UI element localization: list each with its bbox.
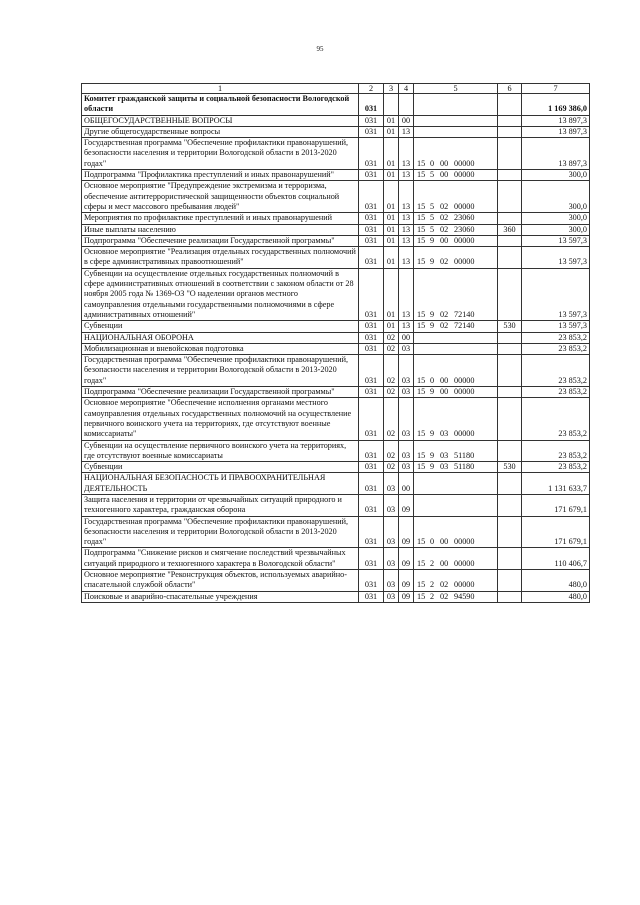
target-article-part: 15 (417, 224, 426, 234)
target-article-part: 15 (417, 462, 426, 472)
row-vedom-code: 031 (359, 462, 384, 473)
table-row (82, 235, 590, 246)
row-expense-type (498, 126, 522, 137)
row-amount: 171 679,1 (522, 516, 590, 548)
table-row (82, 440, 590, 462)
table-row (82, 343, 590, 354)
target-article-part: 2 (430, 591, 435, 601)
row-subsection-code: 09 (399, 570, 414, 592)
row-expense-type (498, 473, 522, 495)
target-article-part: 00000 (454, 387, 475, 397)
row-subsection-code: 00 (399, 115, 414, 126)
row-vedom-code: 031 (359, 516, 384, 548)
row-amount: 13 597,3 (522, 247, 590, 269)
row-amount: 13 597,3 (522, 235, 590, 246)
target-article-part: 00 (440, 558, 449, 568)
row-amount: 300,0 (522, 170, 590, 181)
row-name: Другие общегосударственные вопросы (82, 126, 359, 137)
target-article-part: 23060 (454, 224, 475, 234)
row-amount: 13 897,3 (522, 138, 590, 170)
row-expense-type (498, 387, 522, 398)
table-row (82, 247, 590, 269)
row-expense-type (498, 516, 522, 548)
row-amount: 300,0 (522, 213, 590, 224)
target-article-part: 15 (417, 235, 426, 245)
target-article-part: 9 (430, 235, 435, 245)
table-row (82, 548, 590, 570)
target-article-part: 9 (430, 450, 435, 460)
row-name: НАЦИОНАЛЬНАЯ ОБОРОНА (82, 332, 359, 343)
row-expense-type (498, 355, 522, 387)
row-section-code: 01 (384, 224, 399, 235)
page-number: 95 (316, 45, 324, 53)
row-amount: 23 853,2 (522, 440, 590, 462)
row-vedom-code: 031 (359, 181, 384, 213)
row-vedom-code: 031 (359, 548, 384, 570)
row-section-code: 03 (384, 591, 399, 602)
row-target-article (414, 387, 498, 398)
row-vedom-code: 031 (359, 343, 384, 354)
row-expense-type (498, 170, 522, 181)
target-article-part: 00000 (454, 235, 475, 245)
row-subsection-code: 13 (399, 321, 414, 332)
row-subsection-code: 03 (399, 440, 414, 462)
row-name: Государственная программа "Обеспечение профилактики правонарушений, безопасности населения и территории Вологодской области в 2013-2020 годах" (82, 355, 359, 387)
row-name: Государственная программа "Обеспечение профилактики правонарушений, безопасности населения и территории Вологодской области в 2013-2020 годах" (82, 138, 359, 170)
table-header-row (82, 84, 590, 94)
row-amount: 300,0 (522, 224, 590, 235)
row-subsection-code: 03 (399, 398, 414, 440)
row-section-code: 01 (384, 138, 399, 170)
target-article-part: 03 (440, 462, 449, 472)
row-expense-type (498, 440, 522, 462)
row-amount: 13 597,3 (522, 321, 590, 332)
row-target-article (414, 398, 498, 440)
row-vedom-code: 031 (359, 138, 384, 170)
row-section-code: 03 (384, 516, 399, 548)
row-amount: 1 131 633,7 (522, 473, 590, 495)
row-vedom-code: 031 (359, 115, 384, 126)
row-section-code: 01 (384, 247, 399, 269)
row-target-article (414, 138, 498, 170)
row-expense-type (498, 181, 522, 213)
target-article-part: 02 (440, 580, 449, 590)
target-article-part: 9 (430, 387, 435, 397)
row-subsection-code: 00 (399, 332, 414, 343)
target-article-part: 00 (440, 387, 449, 397)
row-target-article (414, 181, 498, 213)
row-subsection-code: 13 (399, 181, 414, 213)
row-name: Основное мероприятие "Реализация отдельных государственных полномочий в сфере административных правоотношений" (82, 247, 359, 269)
row-name: Основное мероприятие "Обеспечение исполнения органами местного самоуправления отдельных государственных полномочий на осуществление первичного воинского учета на территориях, где отсутствуют военные комиссариаты" (82, 398, 359, 440)
target-article-part: 15 (417, 580, 426, 590)
table-row (82, 332, 590, 343)
table-row (82, 321, 590, 332)
row-expense-type (498, 591, 522, 602)
row-name: Субвенции (82, 321, 359, 332)
row-subsection-code: 13 (399, 170, 414, 181)
row-amount: 13 597,3 (522, 268, 590, 320)
row-amount: 23 853,2 (522, 462, 590, 473)
target-article-part: 02 (440, 201, 449, 211)
row-expense-type: 530 (498, 462, 522, 473)
target-article-part: 9 (430, 257, 435, 267)
target-article-part: 5 (430, 213, 435, 223)
row-target-article (414, 224, 498, 235)
target-article-part: 9 (430, 462, 435, 472)
row-section-code: 01 (384, 235, 399, 246)
row-target-article (414, 170, 498, 181)
table-row (82, 268, 590, 320)
row-expense-type (498, 213, 522, 224)
target-article-part: 15 (417, 375, 426, 385)
header-cell: 2 (359, 84, 384, 94)
row-section-code: 02 (384, 332, 399, 343)
table-row (82, 591, 590, 602)
row-expense-type (498, 94, 522, 116)
row-target-article (414, 213, 498, 224)
row-expense-type (498, 343, 522, 354)
target-article-part: 9 (430, 309, 435, 319)
target-article-part: 51180 (454, 450, 475, 460)
row-expense-type (498, 332, 522, 343)
target-article-part: 15 (417, 387, 426, 397)
row-vedom-code: 031 (359, 94, 384, 116)
header-cell: 5 (414, 84, 498, 94)
row-target-article (414, 126, 498, 137)
row-section-code: 01 (384, 181, 399, 213)
row-section-code: 02 (384, 462, 399, 473)
row-expense-type (498, 268, 522, 320)
row-subsection-code: 09 (399, 591, 414, 602)
row-expense-type (498, 247, 522, 269)
row-name: Основное мероприятие "Предупреждение экстремизма и терроризма, обеспечение антитеррористической защищенности объектов социальной сферы и мест массового пребывания людей" (82, 181, 359, 213)
row-name: Защита населения и территории от чрезвычайных ситуаций природного и техногенного характера, гражданская оборона (82, 494, 359, 516)
target-article-part: 00 (440, 537, 449, 547)
target-article-part: 5 (430, 201, 435, 211)
table-row (82, 494, 590, 516)
row-target-article (414, 115, 498, 126)
row-subsection-code: 13 (399, 247, 414, 269)
row-amount: 1 169 386,0 (522, 94, 590, 116)
table-row (82, 570, 590, 592)
target-article-part: 0 (430, 158, 435, 168)
header-cell: 1 (82, 84, 359, 94)
row-amount: 13 897,3 (522, 126, 590, 137)
target-article-part: 5 (430, 170, 435, 180)
target-article-part: 15 (417, 321, 426, 331)
row-target-article (414, 94, 498, 116)
table-row (82, 170, 590, 181)
target-article-part: 00000 (454, 170, 475, 180)
row-subsection-code: 09 (399, 494, 414, 516)
row-amount: 23 853,2 (522, 355, 590, 387)
target-article-part: 72140 (454, 321, 475, 331)
row-target-article (414, 462, 498, 473)
row-target-article (414, 516, 498, 548)
row-name: Субвенции на осуществление отдельных государственных полномочий в сфере административных отношений в соответствии с законом области от 28 ноября 2005 года № 1369-ОЗ "О наделении органов местного самоуправления отдельными государственными полномочиями в сфере административных отношений" (82, 268, 359, 320)
row-target-article (414, 473, 498, 495)
row-target-article (414, 321, 498, 332)
table-row (82, 224, 590, 235)
row-amount: 480,0 (522, 591, 590, 602)
row-section-code: 02 (384, 387, 399, 398)
target-article-part: 15 (417, 537, 426, 547)
row-name: Субвенции (82, 462, 359, 473)
target-article-part: 00000 (454, 558, 475, 568)
row-vedom-code: 031 (359, 268, 384, 320)
row-name: Подпрограмма "Обеспечение реализации Государственной программы" (82, 387, 359, 398)
row-section-code: 01 (384, 268, 399, 320)
row-expense-type (498, 548, 522, 570)
row-name: Основное мероприятие "Реконструкция объектов, используемых аварийно-спасательной службой области" (82, 570, 359, 592)
row-expense-type (498, 138, 522, 170)
row-expense-type (498, 115, 522, 126)
target-article-part: 00 (440, 170, 449, 180)
target-article-part: 15 (417, 201, 426, 211)
row-vedom-code: 031 (359, 213, 384, 224)
target-article-part: 15 (417, 309, 426, 319)
row-vedom-code: 031 (359, 321, 384, 332)
target-article-part: 5 (430, 224, 435, 234)
target-article-part: 51180 (454, 462, 475, 472)
row-vedom-code: 031 (359, 398, 384, 440)
table-row (82, 398, 590, 440)
table-row (82, 126, 590, 137)
target-article-part: 15 (417, 450, 426, 460)
row-expense-type (498, 398, 522, 440)
row-section-code: 01 (384, 321, 399, 332)
row-target-article (414, 343, 498, 354)
target-article-part: 72140 (454, 309, 475, 319)
table-row (82, 213, 590, 224)
row-amount: 23 853,2 (522, 332, 590, 343)
row-vedom-code: 031 (359, 332, 384, 343)
row-target-article (414, 268, 498, 320)
row-target-article (414, 440, 498, 462)
row-subsection-code: 09 (399, 548, 414, 570)
row-amount: 13 897,3 (522, 115, 590, 126)
row-section-code: 01 (384, 115, 399, 126)
header-cell: 7 (522, 84, 590, 94)
row-vedom-code: 031 (359, 440, 384, 462)
row-vedom-code: 031 (359, 247, 384, 269)
row-vedom-code: 031 (359, 355, 384, 387)
target-article-part: 15 (417, 257, 426, 267)
target-article-part: 02 (440, 309, 449, 319)
target-article-part: 00000 (454, 257, 475, 267)
target-article-part: 9 (430, 429, 435, 439)
target-article-part: 03 (440, 450, 449, 460)
row-name: НАЦИОНАЛЬНАЯ БЕЗОПАСНОСТЬ И ПРАВООХРАНИТЕЛЬНАЯ ДЕЯТЕЛЬНОСТЬ (82, 473, 359, 495)
row-subsection-code: 13 (399, 235, 414, 246)
row-section-code: 03 (384, 473, 399, 495)
row-subsection-code: 03 (399, 343, 414, 354)
row-name: Комитет гражданской защиты и социальной безопасности Вологодской области (82, 94, 359, 116)
target-article-part: 00000 (454, 375, 475, 385)
row-target-article (414, 355, 498, 387)
target-article-part: 15 (417, 170, 426, 180)
row-target-article (414, 494, 498, 516)
target-article-part: 15 (417, 429, 426, 439)
row-name: Мобилизационная и вневойсковая подготовка (82, 343, 359, 354)
row-subsection-code: 09 (399, 516, 414, 548)
row-section-code: 02 (384, 440, 399, 462)
table-row (82, 94, 590, 116)
row-subsection-code (399, 94, 414, 116)
row-section-code: 01 (384, 213, 399, 224)
row-name: Подпрограмма "Обеспечение реализации Государственной программы" (82, 235, 359, 246)
row-section-code: 03 (384, 548, 399, 570)
header-cell: 3 (384, 84, 399, 94)
row-amount: 23 853,2 (522, 343, 590, 354)
row-amount: 480,0 (522, 570, 590, 592)
row-amount: 23 853,2 (522, 398, 590, 440)
header-cell: 4 (399, 84, 414, 94)
row-name: ОБЩЕГОСУДАРСТВЕННЫЕ ВОПРОСЫ (82, 115, 359, 126)
row-subsection-code: 00 (399, 473, 414, 495)
row-subsection-code: 03 (399, 355, 414, 387)
row-subsection-code: 03 (399, 462, 414, 473)
row-target-article (414, 570, 498, 592)
row-target-article (414, 235, 498, 246)
row-target-article (414, 332, 498, 343)
target-article-part: 02 (440, 321, 449, 331)
row-subsection-code: 13 (399, 268, 414, 320)
row-amount: 171 679,1 (522, 494, 590, 516)
row-section-code: 03 (384, 494, 399, 516)
target-article-part: 0 (430, 375, 435, 385)
row-vedom-code: 031 (359, 387, 384, 398)
row-vedom-code: 031 (359, 570, 384, 592)
row-amount: 23 853,2 (522, 387, 590, 398)
row-expense-type (498, 235, 522, 246)
row-expense-type (498, 494, 522, 516)
row-name: Субвенции на осуществление первичного воинского учета на территориях, где отсутствуют военные комиссариаты (82, 440, 359, 462)
target-article-part: 00000 (454, 537, 475, 547)
table-row (82, 387, 590, 398)
target-article-part: 15 (417, 591, 426, 601)
row-name: Подпрограмма "Профилактика преступлений и иных правонарушений" (82, 170, 359, 181)
row-vedom-code: 031 (359, 494, 384, 516)
row-section-code: 03 (384, 570, 399, 592)
target-article-part: 00 (440, 375, 449, 385)
table-row (82, 115, 590, 126)
target-article-part: 2 (430, 558, 435, 568)
row-target-article (414, 247, 498, 269)
target-article-part: 00 (440, 235, 449, 245)
table-row (82, 138, 590, 170)
row-section-code: 01 (384, 126, 399, 137)
row-vedom-code: 031 (359, 473, 384, 495)
budget-table (81, 83, 590, 603)
row-section-code: 02 (384, 343, 399, 354)
row-section-code (384, 94, 399, 116)
row-subsection-code: 13 (399, 213, 414, 224)
target-article-part: 02 (440, 257, 449, 267)
target-article-part: 02 (440, 224, 449, 234)
row-vedom-code: 031 (359, 591, 384, 602)
row-subsection-code: 13 (399, 138, 414, 170)
row-expense-type: 530 (498, 321, 522, 332)
table-row (82, 355, 590, 387)
row-vedom-code: 031 (359, 170, 384, 181)
table-row (82, 516, 590, 548)
row-name: Иные выплаты населению (82, 224, 359, 235)
row-name: Поисковые и аварийно-спасательные учреждения (82, 591, 359, 602)
row-name: Государственная программа "Обеспечение профилактики правонарушений, безопасности населения и территории Вологодской области в 2013-2020 годах" (82, 516, 359, 548)
header-cell: 6 (498, 84, 522, 94)
row-name: Мероприятия по профилактике преступлений и иных правонарушений (82, 213, 359, 224)
target-article-part: 00000 (454, 158, 475, 168)
target-article-part: 03 (440, 429, 449, 439)
target-article-part: 02 (440, 591, 449, 601)
row-expense-type: 360 (498, 224, 522, 235)
table-row (82, 473, 590, 495)
target-article-part: 15 (417, 158, 426, 168)
row-section-code: 02 (384, 355, 399, 387)
target-article-part: 15 (417, 213, 426, 223)
row-subsection-code: 13 (399, 224, 414, 235)
row-target-article (414, 591, 498, 602)
target-article-part: 02 (440, 213, 449, 223)
target-article-part: 15 (417, 558, 426, 568)
target-article-part: 00000 (454, 580, 475, 590)
row-section-code: 02 (384, 398, 399, 440)
row-amount: 110 406,7 (522, 548, 590, 570)
target-article-part: 0 (430, 537, 435, 547)
row-expense-type (498, 570, 522, 592)
table-row (82, 181, 590, 213)
target-article-part: 23060 (454, 213, 475, 223)
target-article-part: 94590 (454, 591, 475, 601)
target-article-part: 00000 (454, 429, 475, 439)
row-name: Подпрограмма "Снижение рисков и смягчение последствий чрезвычайных ситуаций природного и техногенного характера в Вологодской области" (82, 548, 359, 570)
row-subsection-code: 13 (399, 126, 414, 137)
target-article-part: 00000 (454, 201, 475, 211)
target-article-part: 2 (430, 580, 435, 590)
row-vedom-code: 031 (359, 126, 384, 137)
row-subsection-code: 03 (399, 387, 414, 398)
row-vedom-code: 031 (359, 224, 384, 235)
table-row (82, 462, 590, 473)
target-article-part: 00 (440, 158, 449, 168)
row-target-article (414, 548, 498, 570)
row-amount: 300,0 (522, 181, 590, 213)
row-section-code: 01 (384, 170, 399, 181)
target-article-part: 9 (430, 321, 435, 331)
row-vedom-code: 031 (359, 235, 384, 246)
